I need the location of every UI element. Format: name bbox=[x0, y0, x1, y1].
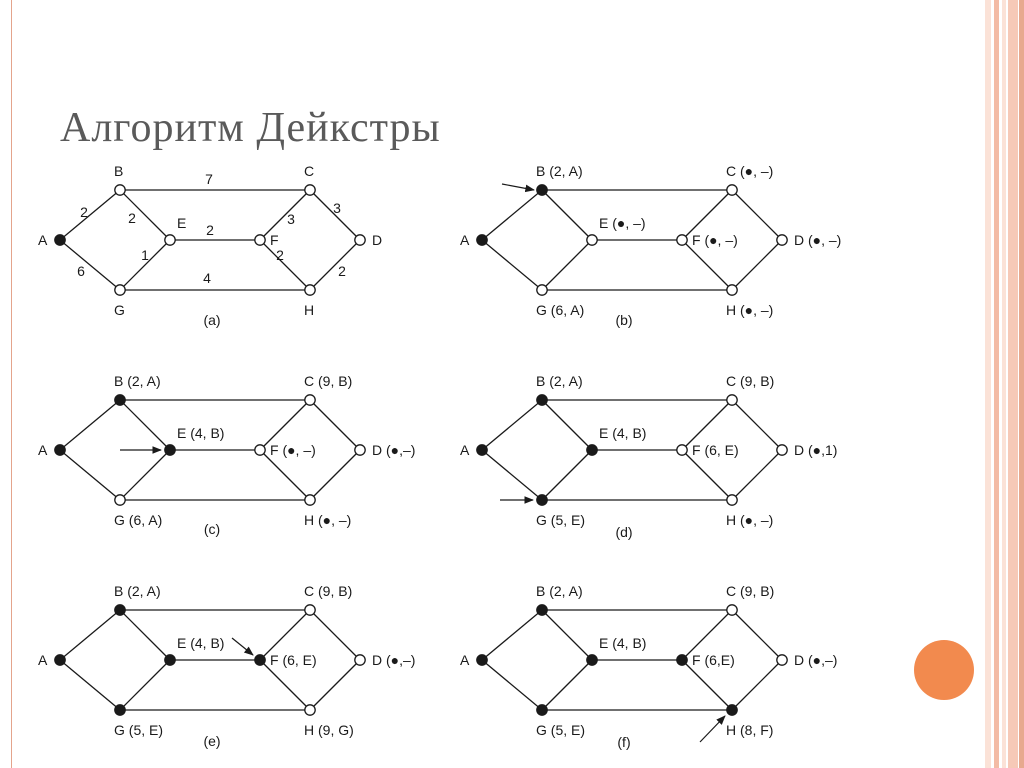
graph-panel-e bbox=[38, 583, 415, 749]
edge-E-G bbox=[120, 660, 170, 710]
edge-A-B bbox=[60, 610, 120, 660]
edge-A-G bbox=[60, 660, 120, 710]
node-F bbox=[255, 655, 265, 665]
node-label-H: H (8, F) bbox=[726, 722, 774, 738]
node-label-A: A bbox=[38, 442, 48, 458]
node-B bbox=[115, 605, 125, 615]
node-H bbox=[727, 495, 737, 505]
node-label-G: G (5, E) bbox=[114, 722, 164, 738]
edge-E-G bbox=[542, 240, 592, 290]
node-label-D: D (●,–) bbox=[372, 652, 416, 668]
node-A bbox=[55, 445, 65, 455]
node-label-A: A bbox=[460, 442, 470, 458]
node-H bbox=[305, 495, 315, 505]
node-E bbox=[587, 655, 597, 665]
node-label-C: C (9, B) bbox=[726, 373, 775, 389]
node-F bbox=[255, 445, 265, 455]
node-label-C: C bbox=[304, 163, 315, 179]
node-label-A: A bbox=[38, 232, 48, 248]
slide-title: Алгоритм Дейкстры bbox=[60, 105, 441, 151]
node-label-D: D (●,–) bbox=[372, 442, 416, 458]
node-label-E: E (4, B) bbox=[599, 635, 647, 651]
panel-caption: (b) bbox=[615, 312, 633, 328]
edge-weight-E-F: 2 bbox=[206, 222, 214, 238]
edge-A-G bbox=[482, 660, 542, 710]
node-D bbox=[355, 235, 365, 245]
edge-E-G bbox=[542, 660, 592, 710]
node-F bbox=[677, 445, 687, 455]
node-C bbox=[727, 185, 737, 195]
edge-C-D bbox=[732, 610, 782, 660]
panel-caption: (a) bbox=[203, 312, 221, 328]
current-node-arrow bbox=[232, 638, 253, 655]
node-label-G: G (5, E) bbox=[536, 512, 586, 528]
node-label-B: B (2, A) bbox=[536, 583, 583, 599]
node-label-H: H (9, G) bbox=[304, 722, 354, 738]
node-label-G: G (6, A) bbox=[114, 512, 163, 528]
node-label-B: B (2, A) bbox=[536, 373, 583, 389]
node-H bbox=[305, 285, 315, 295]
edge-weight-C-D: 3 bbox=[333, 200, 341, 216]
edge-D-H bbox=[310, 240, 360, 290]
edge-weight-B-C: 7 bbox=[205, 171, 213, 187]
node-label-H: H (●, –) bbox=[726, 302, 774, 318]
node-label-F: F (6, E) bbox=[270, 652, 317, 668]
edge-A-B bbox=[60, 190, 120, 240]
node-B bbox=[115, 185, 125, 195]
edge-F-C bbox=[260, 190, 310, 240]
node-D bbox=[355, 445, 365, 455]
node-D bbox=[777, 655, 787, 665]
edge-A-B bbox=[60, 400, 120, 450]
edge-B-E bbox=[542, 610, 592, 660]
edge-E-G bbox=[120, 450, 170, 500]
node-label-G: G bbox=[114, 302, 125, 318]
node-G bbox=[115, 705, 125, 715]
node-C bbox=[727, 395, 737, 405]
edge-A-G bbox=[60, 450, 120, 500]
node-label-E: E bbox=[177, 215, 187, 231]
panel-caption: (f) bbox=[617, 734, 631, 750]
node-label-G: G (5, E) bbox=[536, 722, 586, 738]
node-label-B: B bbox=[114, 163, 124, 179]
edge-F-H bbox=[260, 240, 310, 290]
node-C bbox=[727, 605, 737, 615]
edge-weight-B-E: 2 bbox=[128, 210, 136, 226]
node-E bbox=[587, 235, 597, 245]
node-label-C: C (9, B) bbox=[304, 373, 353, 389]
node-label-F: F bbox=[270, 232, 279, 248]
graph-panel-d bbox=[460, 373, 837, 540]
node-label-H: H (●, –) bbox=[304, 512, 352, 528]
node-label-F: F (●, –) bbox=[270, 442, 316, 458]
edge-D-H bbox=[310, 660, 360, 710]
node-label-E: E (●, –) bbox=[599, 215, 646, 231]
edge-C-D bbox=[732, 400, 782, 450]
node-label-D: D (●,–) bbox=[794, 652, 838, 668]
edge-C-D bbox=[310, 610, 360, 660]
edge-A-B bbox=[482, 190, 542, 240]
node-label-B: B (2, A) bbox=[114, 373, 161, 389]
edge-A-B bbox=[482, 610, 542, 660]
node-B bbox=[537, 605, 547, 615]
edge-D-H bbox=[732, 660, 782, 710]
node-label-D: D bbox=[372, 232, 383, 248]
node-F bbox=[677, 235, 687, 245]
edge-A-G bbox=[482, 450, 542, 500]
node-E bbox=[587, 445, 597, 455]
panel-caption: (e) bbox=[203, 733, 221, 749]
node-A bbox=[477, 235, 487, 245]
node-label-H: H bbox=[304, 302, 315, 318]
node-label-E: E (4, B) bbox=[177, 635, 225, 651]
panel-caption: (d) bbox=[615, 524, 633, 540]
node-G bbox=[115, 285, 125, 295]
node-E bbox=[165, 655, 175, 665]
node-label-D: D (●, –) bbox=[794, 232, 842, 248]
node-label-F: F (6,E) bbox=[692, 652, 735, 668]
node-label-B: B (2, A) bbox=[536, 163, 583, 179]
node-label-H: H (●, –) bbox=[726, 512, 774, 528]
node-E bbox=[165, 235, 175, 245]
edge-weight-D-H: 2 bbox=[338, 263, 346, 279]
edge-weight-A-B: 2 bbox=[80, 204, 88, 220]
node-C bbox=[305, 605, 315, 615]
node-label-F: F (6, E) bbox=[692, 442, 739, 458]
edge-B-E bbox=[120, 610, 170, 660]
current-node-arrow bbox=[700, 716, 725, 742]
node-label-B: B (2, A) bbox=[114, 583, 161, 599]
node-label-D: D (●,1) bbox=[794, 442, 838, 458]
node-H bbox=[727, 285, 737, 295]
node-F bbox=[677, 655, 687, 665]
node-label-E: E (4, B) bbox=[177, 425, 225, 441]
edge-D-H bbox=[732, 240, 782, 290]
edge-C-D bbox=[310, 400, 360, 450]
graph-panel-b bbox=[460, 163, 841, 328]
edge-weight-F-H: 2 bbox=[276, 247, 284, 263]
node-B bbox=[115, 395, 125, 405]
node-A bbox=[477, 445, 487, 455]
node-A bbox=[477, 655, 487, 665]
node-H bbox=[727, 705, 737, 715]
node-G bbox=[115, 495, 125, 505]
node-G bbox=[537, 705, 547, 715]
panel-caption: (c) bbox=[203, 521, 221, 537]
node-label-C: C (9, B) bbox=[304, 583, 353, 599]
node-B bbox=[537, 395, 547, 405]
edge-B-E bbox=[542, 190, 592, 240]
decorative-orange-circle bbox=[914, 640, 974, 700]
edge-B-E bbox=[542, 400, 592, 450]
node-D bbox=[777, 235, 787, 245]
edge-D-H bbox=[310, 450, 360, 500]
node-label-A: A bbox=[38, 652, 48, 668]
edge-weight-G-H: 4 bbox=[203, 270, 211, 286]
graph-panel-c bbox=[38, 373, 415, 537]
node-label-A: A bbox=[460, 232, 470, 248]
edge-weight-E-G: 1 bbox=[141, 247, 149, 263]
node-label-A: A bbox=[460, 652, 470, 668]
node-label-G: G (6, A) bbox=[536, 302, 585, 318]
node-E bbox=[165, 445, 175, 455]
current-node-arrow bbox=[502, 184, 534, 190]
node-C bbox=[305, 185, 315, 195]
node-C bbox=[305, 395, 315, 405]
node-label-E: E (4, B) bbox=[599, 425, 647, 441]
edge-A-G bbox=[482, 240, 542, 290]
node-label-C: C (●, –) bbox=[726, 163, 774, 179]
node-label-C: C (9, B) bbox=[726, 583, 775, 599]
edge-E-G bbox=[542, 450, 592, 500]
edge-C-D bbox=[732, 190, 782, 240]
node-A bbox=[55, 655, 65, 665]
edge-weight-F-C: 3 bbox=[287, 211, 295, 227]
node-B bbox=[537, 185, 547, 195]
node-A bbox=[55, 235, 65, 245]
edge-D-H bbox=[732, 450, 782, 500]
edge-A-B bbox=[482, 400, 542, 450]
edge-weight-A-G: 6 bbox=[77, 263, 85, 279]
graph-panel-a bbox=[38, 163, 382, 328]
node-D bbox=[777, 445, 787, 455]
node-D bbox=[355, 655, 365, 665]
edge-B-E bbox=[120, 400, 170, 450]
node-H bbox=[305, 705, 315, 715]
node-G bbox=[537, 495, 547, 505]
edge-A-G bbox=[60, 240, 120, 290]
node-label-F: F (●, –) bbox=[692, 232, 738, 248]
node-G bbox=[537, 285, 547, 295]
node-F bbox=[255, 235, 265, 245]
graph-panel-f bbox=[460, 583, 837, 750]
